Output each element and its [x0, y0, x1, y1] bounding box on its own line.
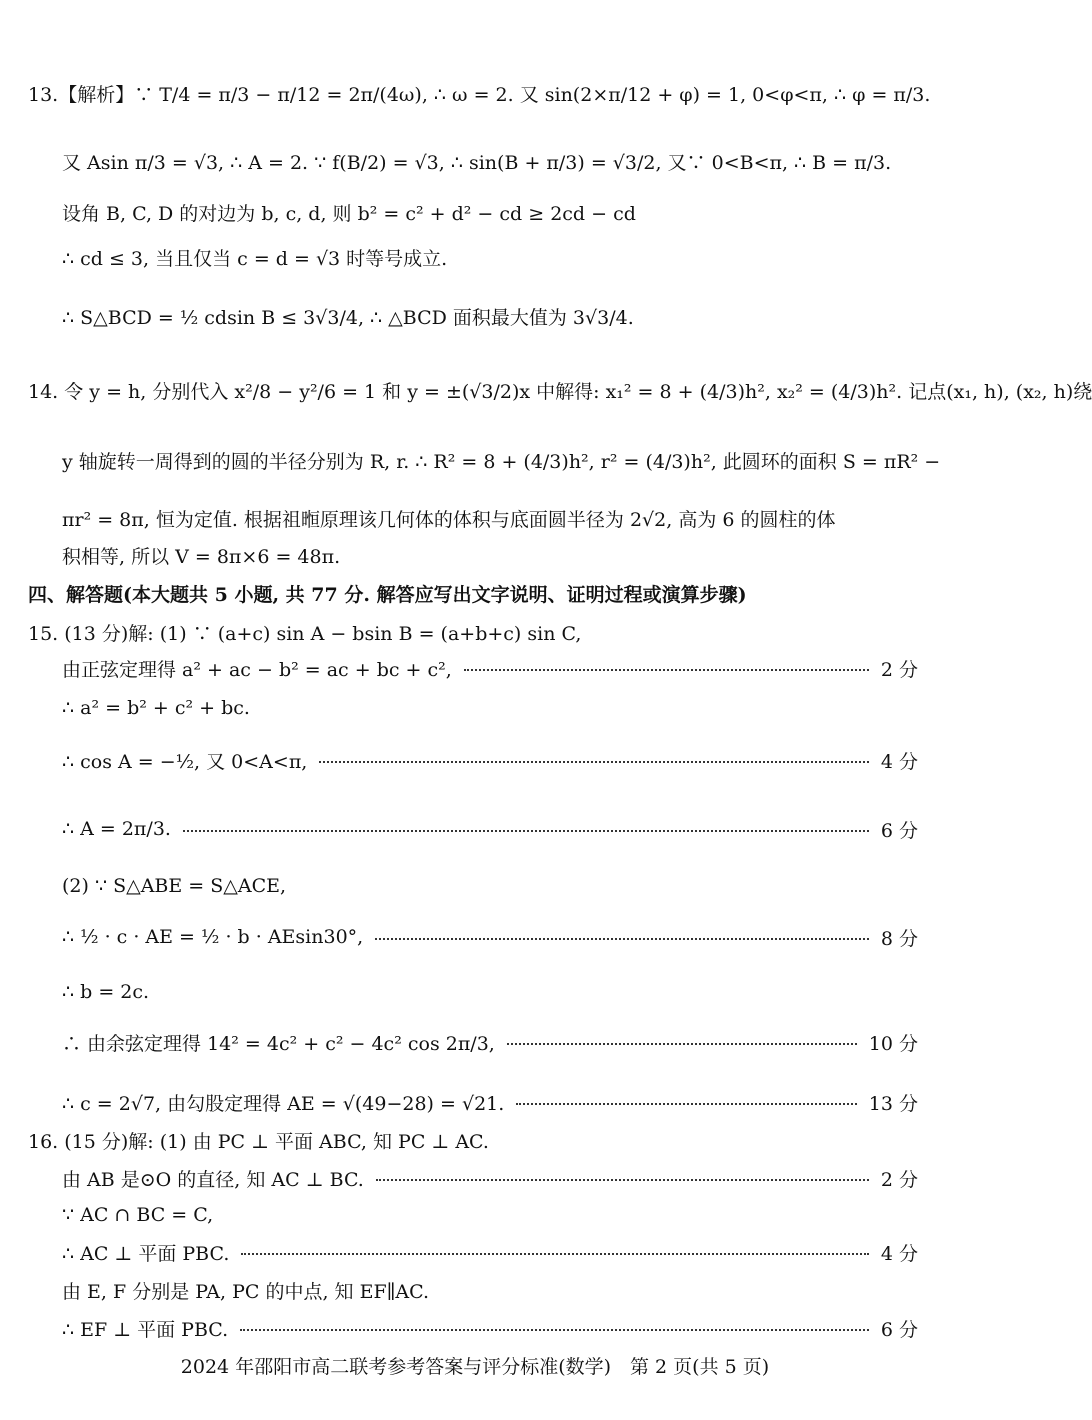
- dot-leader: [516, 1103, 856, 1105]
- solution-line: [0, 237, 950, 277]
- score-label: 10 分: [868, 1032, 918, 1055]
- line-text: ∴ A = 2π/3.: [62, 818, 171, 840]
- line-text: 又 Asin π/3 = √3, ∴ A = 2. ∵ f(B/2) = √3, ∴ sin(B + π/3) = √3/2, 又∵ 0<B<π, ∴ B = π/3.: [62, 151, 892, 174]
- line-text: 13.【解析】∵ T/4 = π/3 − π/12 = 2π/(4ω), ∴ ω = 2. 又 sin(2×π/12 + φ) = 1, 0<φ<π, ∴ φ = π/3.: [28, 83, 931, 106]
- line-text: ∴ AC ⊥ 平面 PBC.: [62, 1242, 230, 1265]
- solution-line: [0, 801, 950, 857]
- line-text: ∴ 由余弦定理得 14² = 4c² + c² − 4c² cos 2π/3,: [62, 1032, 495, 1055]
- line-text: 由正弦定理得 a² + ac − b² = ac + bc + c²,: [62, 658, 452, 681]
- score-label: 13 分: [868, 1092, 918, 1115]
- solution-line: [0, 1082, 950, 1122]
- solution-line: [0, 1014, 950, 1070]
- solution-line: [0, 1270, 950, 1310]
- page-footer: 2024 年邵阳市高二联考参考答案与评分标准(数学) 第 2 页(共 5 页): [180, 1356, 770, 1378]
- line-text: ∴ c = 2√7, 由勾股定理得 AE = √(49−28) = √21.: [62, 1092, 505, 1115]
- score-label: 2 分: [880, 658, 918, 681]
- solution-line: [0, 972, 950, 1012]
- dot-leader: [376, 1179, 869, 1181]
- solution-line: [0, 648, 950, 688]
- solution-line: [0, 1158, 950, 1198]
- solution-line: [0, 362, 1092, 418]
- line-text: ∴ S△BCD = ½ cdsin B ≤ 3√3/4, ∴ △BCD 面积最大值为 3√3/4.: [62, 306, 634, 329]
- dot-leader: [464, 669, 869, 671]
- line-text: ∴ cd ≤ 3, 当且仅当 c = d = √3 时等号成立.: [62, 247, 448, 270]
- dot-leader: [240, 1329, 869, 1331]
- score-label: 6 分: [880, 1318, 918, 1341]
- line-text: ∴ ½ · c · AE = ½ · b · AEsin30°,: [62, 926, 364, 948]
- dot-leader: [507, 1043, 857, 1045]
- line-text: y 轴旋转一周得到的圆的半径分别为 R, r. ∴ R² = 8 + (4/3)h², r² = (4/3)h², 此圆环的面积 S = πR² −: [62, 450, 941, 473]
- line-text: ∴ cos A = −½, 又 0<A<π,: [62, 750, 308, 773]
- solution-line: [0, 1195, 950, 1235]
- solution-line: [0, 535, 950, 575]
- line-text: 设角 B, C, D 的对边为 b, c, d, 则 b² = c² + d² − cd ≥ 2cd − cd: [62, 202, 636, 225]
- line-text: 四、解答题(本大题共 5 小题, 共 77 分. 解答应写出文字说明、证明过程或演算步骤): [28, 583, 747, 606]
- score-label: 4 分: [880, 750, 918, 773]
- score-label: 8 分: [880, 927, 918, 950]
- solution-line: [0, 65, 950, 121]
- line-text: 积相等, 所以 V = 8π×6 = 48π.: [62, 545, 341, 568]
- line-text: ∴ b = 2c.: [62, 981, 150, 1003]
- score-label: 4 分: [880, 1242, 918, 1265]
- solution-line: [0, 288, 950, 344]
- solution-line: [0, 866, 950, 906]
- solution-line: [0, 909, 950, 965]
- solution-line: [0, 612, 950, 652]
- solution-line: [0, 688, 950, 728]
- solution-line: [0, 133, 950, 189]
- dot-leader: [241, 1253, 868, 1255]
- dot-leader: [183, 830, 869, 832]
- line-text: 由 E, F 分别是 PA, PC 的中点, 知 EF∥AC.: [62, 1280, 430, 1303]
- line-text: 15. (13 分)解: (1) ∵ (a+c) sin A − bsin B = (a+b+c) sin C,: [28, 622, 582, 645]
- solution-line: [0, 432, 950, 488]
- solution-line: [0, 1120, 950, 1160]
- solution-line: [0, 573, 950, 613]
- dot-leader: [375, 938, 869, 940]
- line-text: 由 AB 是⊙O 的直径, 知 AC ⊥ BC.: [62, 1168, 364, 1191]
- solution-line: [0, 1232, 950, 1272]
- score-label: 6 分: [880, 819, 918, 842]
- line-text: ∴ EF ⊥ 平面 PBC.: [62, 1318, 229, 1341]
- line-text: ∵ AC ∩ BC = C,: [62, 1204, 214, 1226]
- line-text: πr² = 8π, 恒为定值. 根据祖暅原理该几何体的体积与底面圆半径为 2√2, 高为 6 的圆柱的体: [62, 508, 836, 531]
- line-text: 16. (15 分)解: (1) 由 PC ⊥ 平面 ABC, 知 PC ⊥ AC.: [28, 1130, 489, 1153]
- line-text: 14. 令 y = h, 分别代入 x²/8 − y²/6 = 1 和 y = ±(√3/2)x 中解得: x₁² = 8 + (4/3)h², x₂² = (4/3)h². 记点(x₁, h), (x₂, h)绕: [28, 380, 1092, 403]
- score-label: 2 分: [880, 1168, 918, 1191]
- line-text: (2) ∵ S△ABE = S△ACE,: [62, 875, 287, 897]
- solution-line: [0, 192, 950, 232]
- line-text: ∴ a² = b² + c² + bc.: [62, 697, 250, 719]
- solution-line: [0, 498, 950, 538]
- dot-leader: [319, 761, 869, 763]
- solution-line: [0, 1308, 950, 1348]
- solution-line: [0, 732, 950, 788]
